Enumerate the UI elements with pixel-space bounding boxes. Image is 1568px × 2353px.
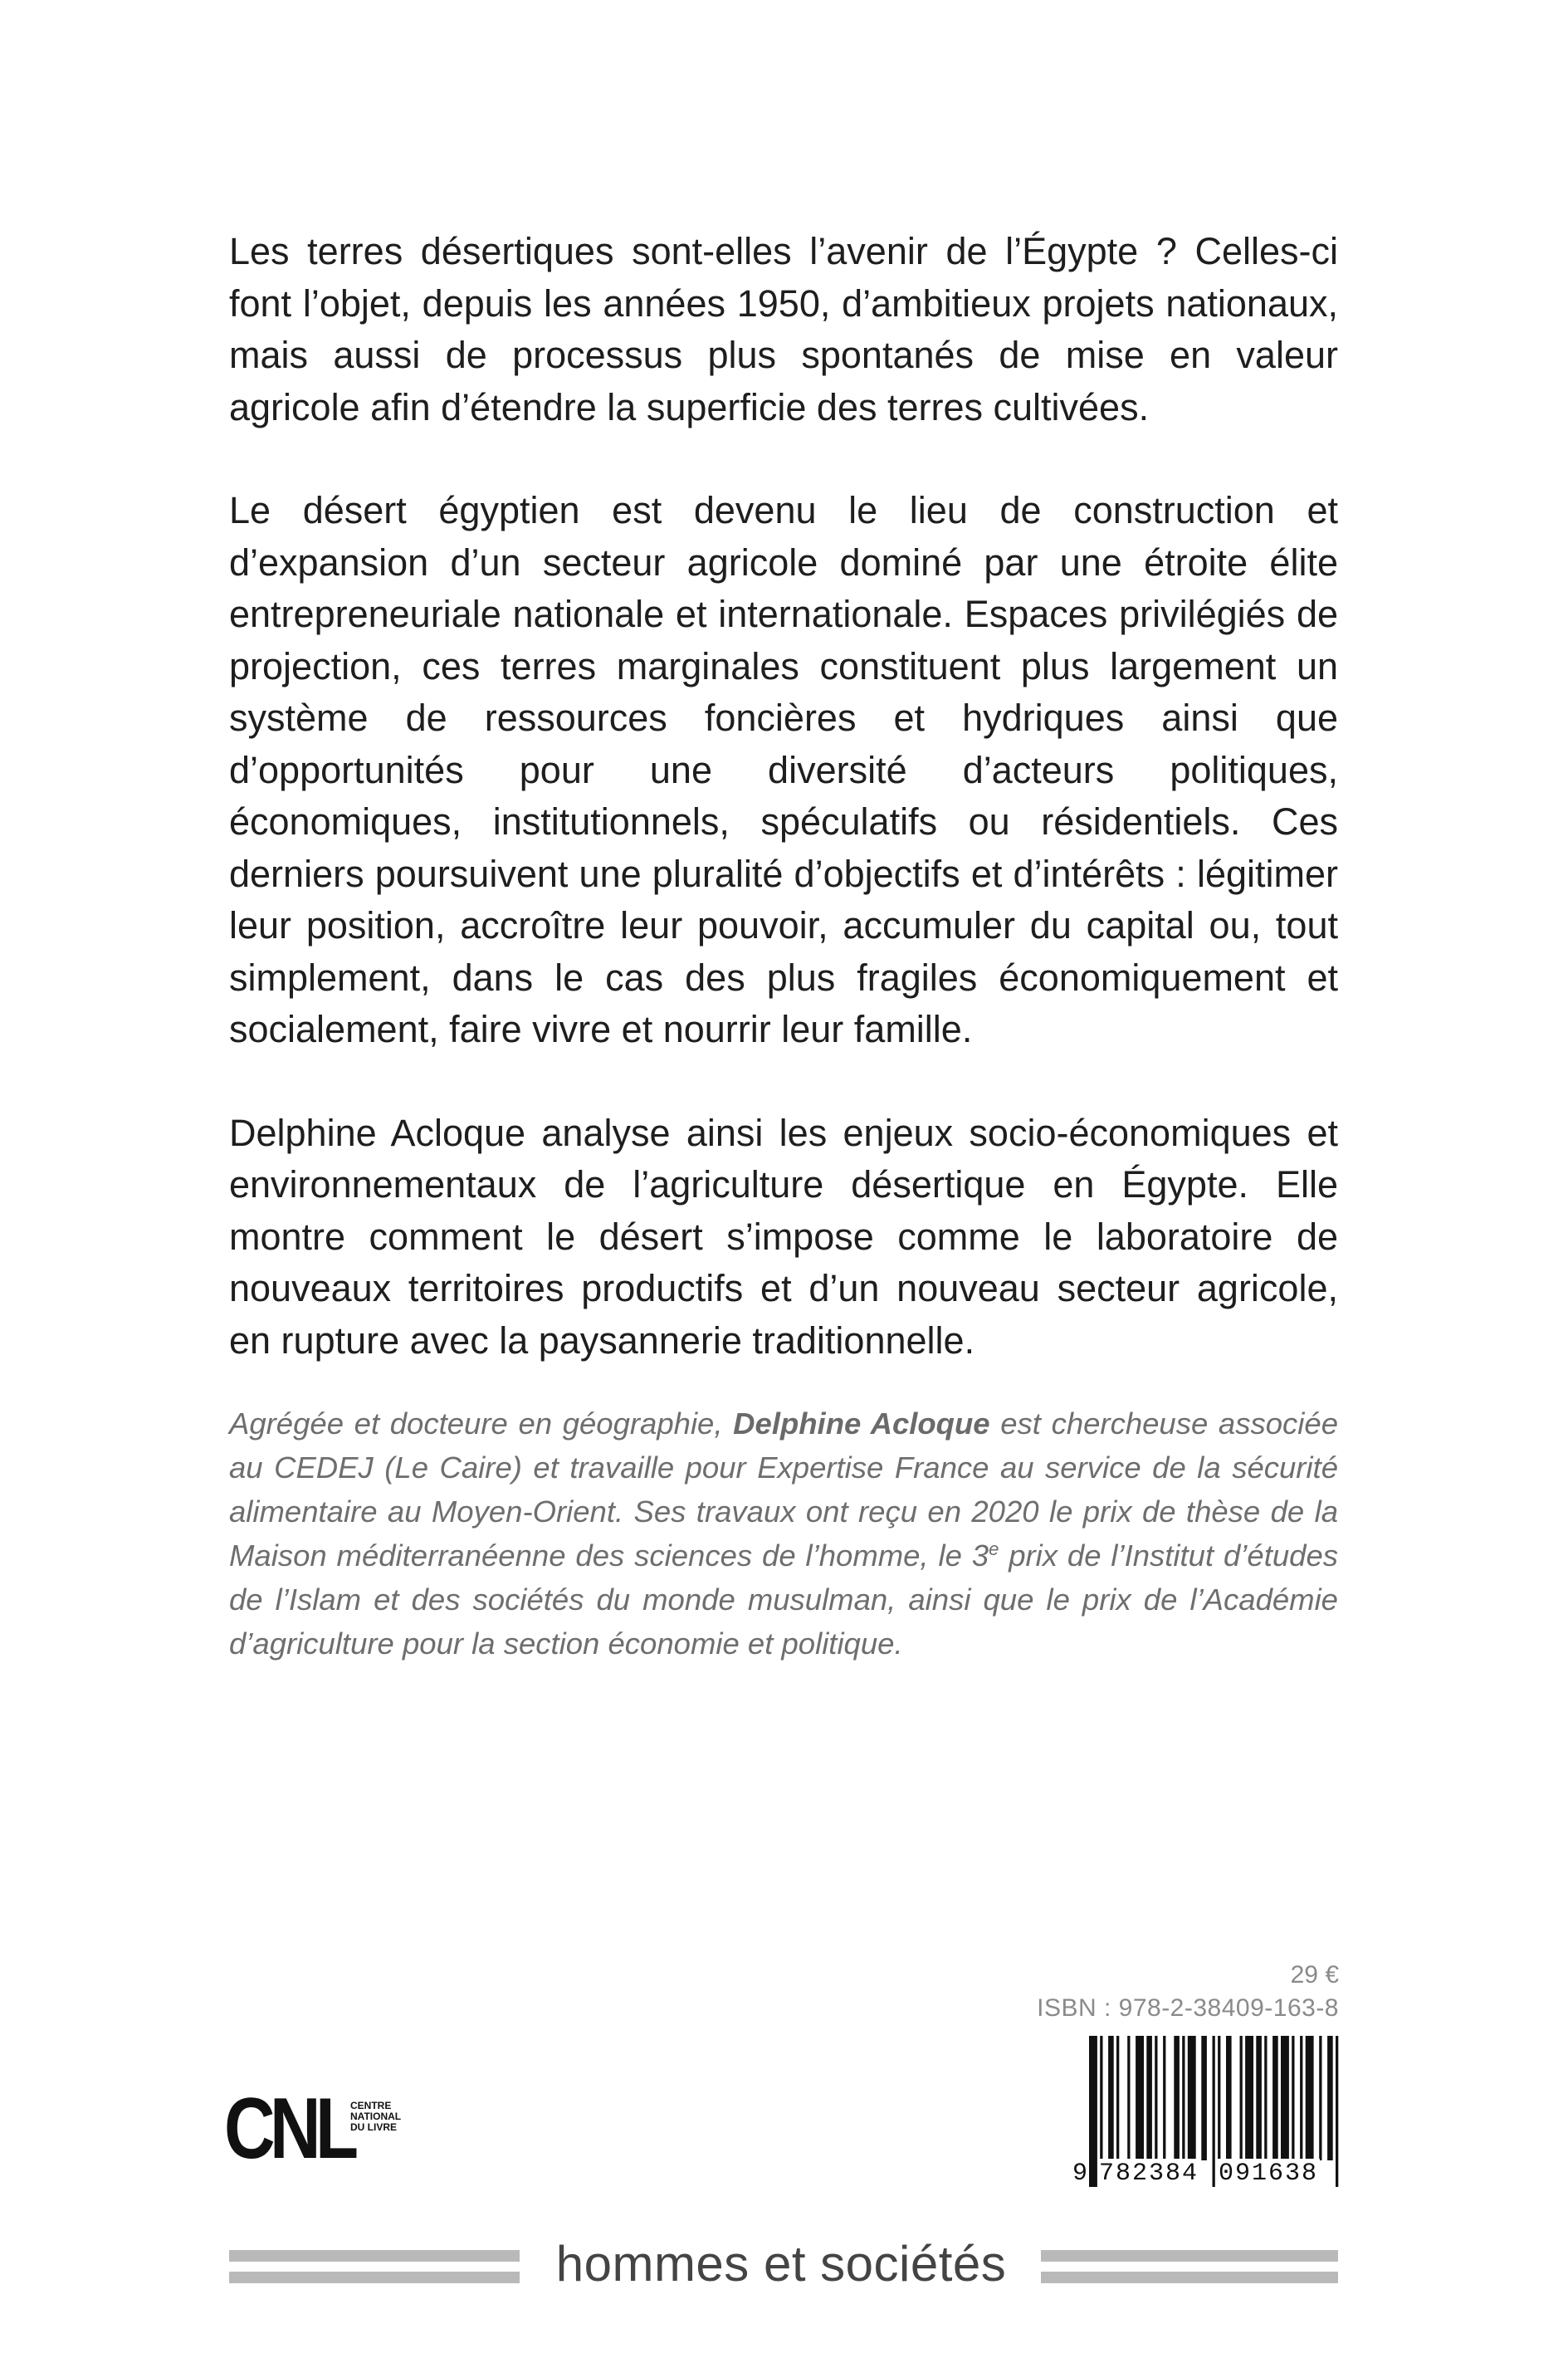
- barcode-bar: [1108, 2036, 1114, 2160]
- barcode-bar: [1188, 2036, 1196, 2160]
- isbn: ISBN : 978-2-38409-163-8: [1037, 1994, 1339, 2022]
- summary-paragraph-3: Delphine Acloque analyse ainsi les enjeux socio-économiques et environnementaux de l’agriculture désertique en Égypte. Elle montre comment le désert s’impose comme le laboratoire de nouveaux territoires productifs et d’un nouveau secteur agricole, en rupture avec la paysannerie traditionnelle.: [229, 1111, 1338, 1362]
- summary-paragraph-1: Les terres désertiques sont-elles l’avenir de l’Égypte ? Celles-ci font l’objet, depuis les années 1950, d’ambitieux projets nationaux, mais aussi de processus plus spontanés de mise en valeur agricole afin d’étendre la superficie des terres cultivées.: [229, 230, 1338, 428]
- barcode-digit-group2: 091638: [1219, 2160, 1319, 2188]
- footer-stripe: [1041, 2250, 1338, 2262]
- footer-stripes-left: [229, 2250, 520, 2285]
- cnl-logo-subtitle: [350, 2101, 401, 2133]
- bio-text-part2: prix de l’Institut d’études de l’Islam et des sociétés du monde musulman, ainsi que le prix de l’Académie d’agriculture pour la section économie et politique.: [229, 1538, 1339, 1661]
- barcode-bar: [1218, 2036, 1220, 2160]
- bio-superscript: e: [989, 1538, 999, 1559]
- footer-stripe: [229, 2272, 520, 2283]
- barcode-bar: [1201, 2036, 1207, 2160]
- footer-stripes-right: [1041, 2250, 1338, 2285]
- cnl-logo-letters: CNL: [224, 2081, 354, 2177]
- bio-author-name: Delphine Acloque: [733, 1406, 990, 1441]
- barcode-bar: [1174, 2036, 1180, 2160]
- cnl-logo-line1: CENTRE: [350, 2100, 392, 2111]
- cnl-logo-line2: NATIONAL: [350, 2111, 402, 2122]
- barcode-digit-group1: 782384: [1099, 2160, 1199, 2188]
- barcode-bar: [1182, 2036, 1185, 2160]
- barcode-bar: [1240, 2036, 1243, 2160]
- series-title: hommes et sociétés: [555, 2236, 1007, 2292]
- barcode-bar: [1163, 2036, 1165, 2160]
- bio-intro: Agrégée et docteure en géographie,: [229, 1406, 734, 1441]
- footer-stripe: [1041, 2272, 1338, 2283]
- barcode-bar: [1146, 2036, 1152, 2160]
- barcode-digit-first: 9: [1072, 2160, 1088, 2188]
- barcode-bar: [1319, 2036, 1321, 2160]
- barcode-bar: [1300, 2036, 1302, 2160]
- barcode-bar: [1306, 2036, 1314, 2160]
- author-bio: [229, 1402, 1338, 1666]
- bio-text-part1: est chercheuse associée au CEDEJ (Le Caire) et travaille pour Expertise France au service de la sécurité alimentaire au Moyen-Orient. Ses travaux ont reçu en 2020 le prix de thèse de la Maison méditerranéenne des sciences de l’homme, le 3: [229, 1406, 1338, 1573]
- barcode-bar: [1155, 2036, 1157, 2160]
- barcode-bar: [1264, 2036, 1267, 2160]
- barcode-bar: [1245, 2036, 1253, 2160]
- barcode-bar: [1100, 2036, 1102, 2160]
- barcode-bar: [1281, 2036, 1289, 2160]
- barcode-bar: [1116, 2036, 1119, 2160]
- barcode-bar: [1136, 2036, 1144, 2160]
- barcode-bar: [1327, 2036, 1333, 2160]
- barcode-bar: [1256, 2036, 1262, 2160]
- cnl-logo: [224, 2081, 415, 2185]
- cnl-logo-line3: DU LIVRE: [350, 2121, 398, 2133]
- footer-stripe: [229, 2250, 520, 2262]
- price: 29 €: [1290, 1961, 1339, 1989]
- barcode-bar: [1127, 2036, 1130, 2160]
- back-cover-summary: [229, 226, 1338, 1418]
- barcode-digits: [1071, 2159, 1339, 2192]
- summary-paragraph-2: Le désert égyptien est devenu le lieu de construction et d’expansion d’un secteur agricole dominé par une étroite élite entrepreneuriale nationale et internationale. Espaces privilégiés de projection, ces terres marginales constituent plus largement un système de ressources foncières et hydriques ainsi que d’opportunités pour une diversité d’acteurs politiques, économiques, institutionnels, spéculatifs ou résidentiels. Ces derniers poursuivent une pluralité d’objectifs et d’intérêts : légitimer leur position, accroître leur pouvoir, accumuler du capital ou, tout simplement, dans le cas des plus fragiles économiquement et socialement, faire vivre et nourrir leur famille.: [229, 489, 1338, 1050]
- barcode-bar: [1292, 2036, 1294, 2160]
- barcode-bar: [1272, 2036, 1278, 2160]
- barcode-bar: [1226, 2036, 1232, 2160]
